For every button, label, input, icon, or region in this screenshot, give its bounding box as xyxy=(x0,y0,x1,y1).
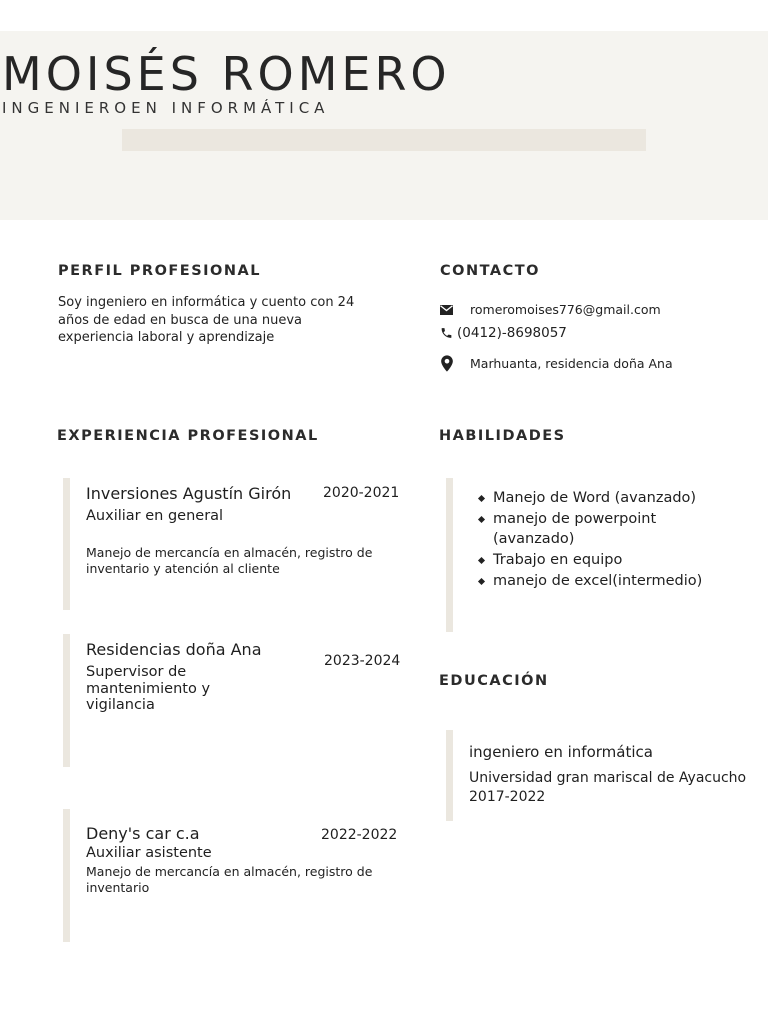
education-school: Universidad gran mariscal de Ayacucho xyxy=(469,770,747,786)
job-company: Residencias doña Ana xyxy=(86,640,262,659)
contact-email[interactable]: romeromoises776@gmail.com xyxy=(470,302,661,317)
job-accent-bar xyxy=(63,809,70,942)
job-years: 2022-2022 xyxy=(321,827,398,843)
education-years: 2017-2022 xyxy=(469,789,546,805)
skills-list xyxy=(477,488,737,592)
contact-address: Marhuanta, residencia doña Ana xyxy=(470,356,673,371)
experience-heading: EXPERIENCIA PROFESIONAL xyxy=(57,428,319,444)
job-years: 2023-2024 xyxy=(324,653,401,669)
skills-accent-bar xyxy=(446,478,453,632)
profile-text: Soy ingeniero en informática y cuento con 24 años de edad en busca de una nueva experiencia laboral y aprendizaje xyxy=(58,295,355,345)
contact-heading: CONTACTO xyxy=(440,263,540,279)
job-role: Auxiliar en general xyxy=(86,508,224,524)
skill-item: Trabajo en equipo xyxy=(477,550,737,570)
job-role: Supervisor de mantenimiento y vigilancia xyxy=(86,664,211,713)
contact-phone-row xyxy=(440,325,567,341)
contact-phone[interactable]: (0412)-8698057 xyxy=(457,325,567,341)
contact-email-row xyxy=(440,302,661,317)
education-school-block xyxy=(469,769,746,807)
candidate-title: INGENIEROEN INFORMÁTICA xyxy=(2,99,330,117)
education-heading: EDUCACIÓN xyxy=(439,673,549,689)
job-accent-bar xyxy=(63,478,70,610)
education-degree: ingeniero en informática xyxy=(469,743,653,761)
header-accent-bar xyxy=(122,129,646,151)
contact-address-row xyxy=(440,355,673,372)
skill-item: manejo de excel(intermedio) xyxy=(477,571,737,591)
job-role: Auxiliar asistente xyxy=(86,845,212,861)
skill-item: manejo de powerpoint (avanzado) xyxy=(477,509,737,549)
job-years: 2020-2021 xyxy=(323,485,400,501)
job-description: Manejo de mercancía en almacén, registro de inventario xyxy=(86,864,373,895)
job-accent-bar xyxy=(63,634,70,767)
candidate-name: MOISÉS ROMERO xyxy=(2,47,451,101)
skills-heading: HABILIDADES xyxy=(439,428,566,444)
job-company: Deny's car c.a xyxy=(86,824,200,843)
job-description: Manejo de mercancía en almacén, registro de inventario y atención al cliente xyxy=(86,545,373,576)
location-pin-icon xyxy=(440,355,470,372)
mail-icon xyxy=(440,305,470,315)
phone-icon xyxy=(440,326,457,340)
profile-heading: PERFIL PROFESIONAL xyxy=(58,263,261,279)
skill-item: Manejo de Word (avanzado) xyxy=(477,488,737,508)
education-accent-bar xyxy=(446,730,453,821)
job-company: Inversiones Agustín Girón xyxy=(86,484,292,503)
